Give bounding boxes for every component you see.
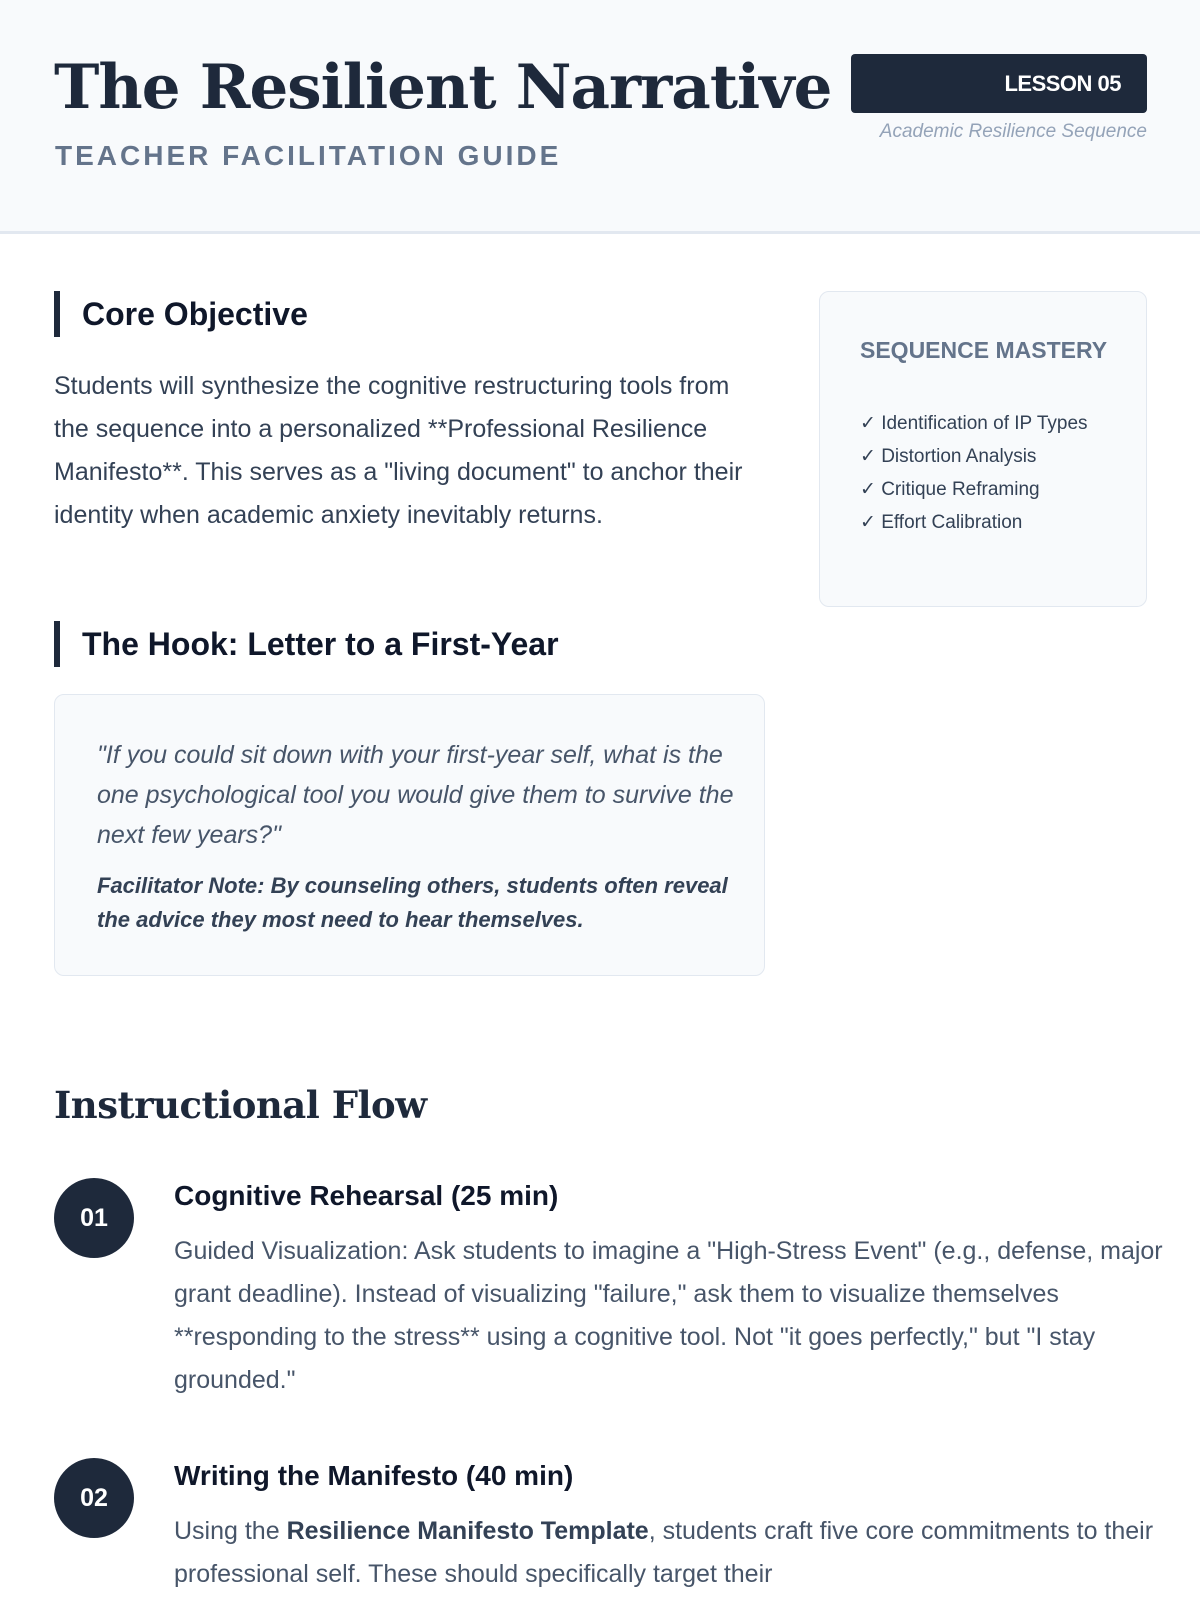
hook-quote-card	[54, 694, 765, 976]
lesson-badge: LESSON 05	[851, 54, 1147, 113]
template-name: Resilience Manifesto Template	[286, 1517, 649, 1545]
step-number-badge: 02	[54, 1458, 134, 1538]
step-body-text: Using the	[174, 1517, 287, 1545]
sequence-mastery-list	[860, 410, 1110, 542]
sequence-mastery-card	[819, 291, 1147, 607]
step-body-text: , students craft five core commitments to their professional self. These should specifically target their	[174, 1517, 1154, 1588]
step-title: Writing the Manifesto (40 min)	[174, 1460, 574, 1491]
step-body: Guided Visualization: Ask students to imagine a "High-Stress Event" (e.g., defense, major grant deadline). Instead of visualizing "failure," ask them to visualize themselves **responding to the stress** using a cognitive tool. Not "it goes perfectly," but "I stay grounded."	[174, 1237, 1163, 1394]
sequence-label: Academic Resilience Sequence	[879, 121, 1147, 142]
mastery-item: ✓ Effort Calibration	[860, 512, 1023, 533]
mastery-item: ✓ Critique Reframing	[860, 479, 1040, 500]
page-title: The Resilient Narrative	[54, 52, 832, 123]
core-objective-heading: Core Objective	[54, 291, 308, 337]
hook-heading: The Hook: Letter to a First-Year	[54, 621, 559, 667]
core-objective-text: Students will synthesize the cognitive restructuring tools from the sequence into a personalized **Professional Resilience Manifesto**. This serves as a "living document" to anchor their identity when academic anxiety inevitably returns.	[54, 372, 743, 529]
step-title: Cognitive Rehearsal (25 min)	[174, 1180, 559, 1211]
step-number-badge: 01	[54, 1178, 134, 1258]
step-body	[174, 1510, 1194, 1596]
facilitator-note: Facilitator Note: By counseling others, students often reveal the advice they most need to hear themselves.	[97, 873, 728, 932]
page-header	[0, 0, 1200, 234]
mastery-item: ✓ Identification of IP Types	[860, 413, 1088, 434]
sequence-mastery-title: SEQUENCE MASTERY	[860, 337, 1108, 363]
instructional-flow-heading: Instructional Flow	[54, 1083, 427, 1127]
mastery-item: ✓ Distortion Analysis	[860, 446, 1037, 467]
page-subtitle: TEACHER FACILITATION GUIDE	[55, 140, 562, 171]
hook-quote: "If you could sit down with your first-year self, what is the one psychological tool you would give them to survive the next few years?"	[97, 741, 734, 849]
